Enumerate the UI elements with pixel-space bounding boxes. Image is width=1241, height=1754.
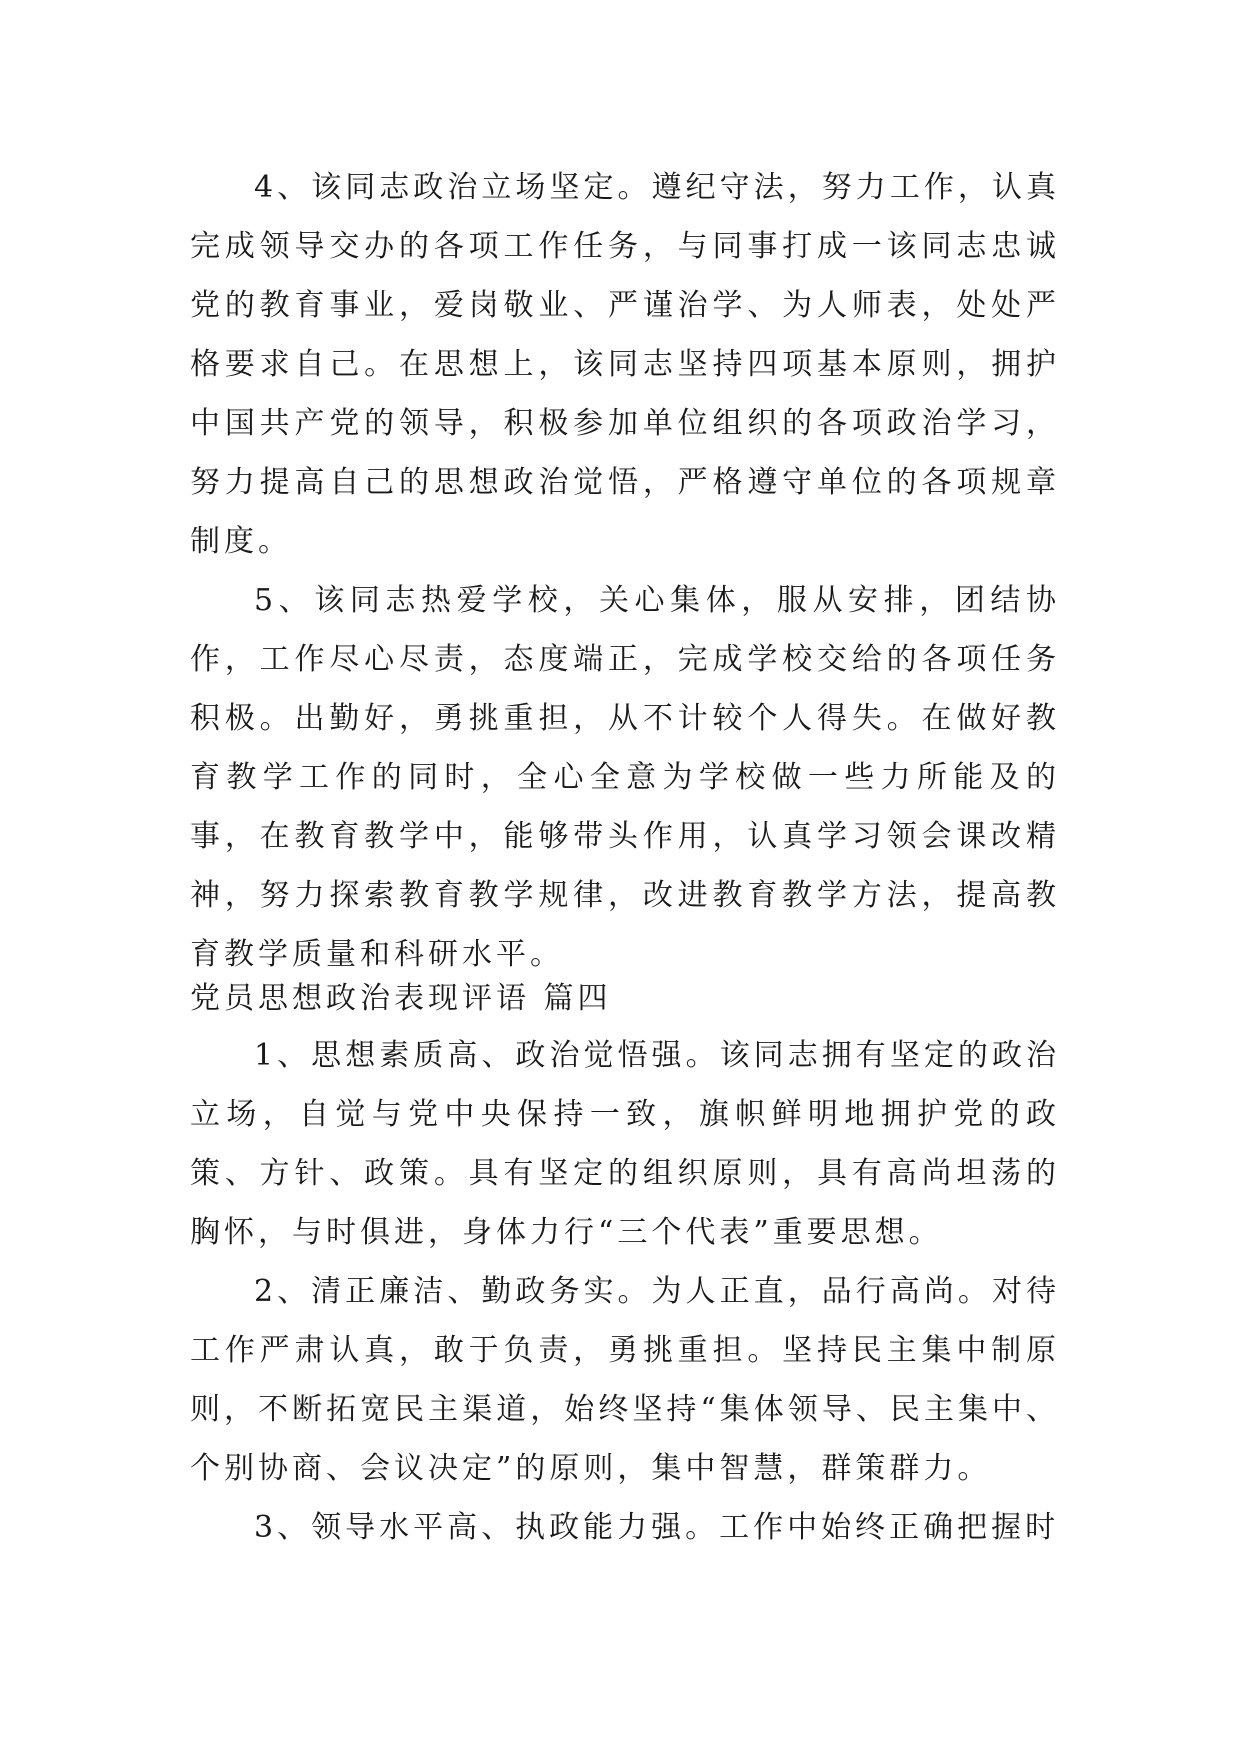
paragraph-item-4: 4、该同志政治立场坚定。遵纪守法，努力工作，认真完成领导交办的各项工作任务，与同事打成一该同志忠诚党的教育事业，爱岗敬业、严谨治学、为人师表，处处严格要求自己。在思想上，该同志坚持四项基本原则，拥护中国共产党的领导，积极参加单位组织的各项政治学习，努力提高自己的思想政治觉悟，严格遵守单位的各项规章制度。 [190,170,1060,559]
paragraph-item-1: 1、思想素质高、政治觉悟强。该同志拥有坚定的政治立场，自觉与党中央保持一致，旗帜鲜明地拥护党的政策、方针、政策。具有坚定的组织原则，具有高尚坦荡的胸怀，与时俱进，身体力行“三个代表”重要思想。 [190,1038,1060,1250]
section-heading-block [190,969,1060,1028]
section-heading: 党员思想政治表现评语 篇四 [190,981,612,1016]
body-text-top [190,158,1060,984]
paragraph-item-5: 5、该同志热爱学校，关心集体，服从安排，团结协作，工作尽心尽责，态度端正，完成学校交给的各项任务积极。出勤好，勇挑重担，从不计较个人得失。在做好教育教学工作的同时，全心全意为学校做一些力所能及的事，在教育教学中，能够带头作用，认真学习领会课改精神，努力探索教育教学规律，改进教育教学方法，提高教育教学质量和科研水平。 [190,583,1060,972]
body-text-bottom [190,1026,1060,1557]
paragraph-item-3: 3、领导水平高、执政能力强。工作中始终正确把握时 [254,1510,1060,1545]
paragraph-item-2: 2、清正廉洁、勤政务实。为人正直，品行高尚。对待工作严肃认真，敢于负责，勇挑重担。坚持民主集中制原则，不断拓宽民主渠道，始终坚持“集体领导、民主集中、个别协商、会议决定”的原则，集中智慧，群策群力。 [190,1274,1060,1486]
